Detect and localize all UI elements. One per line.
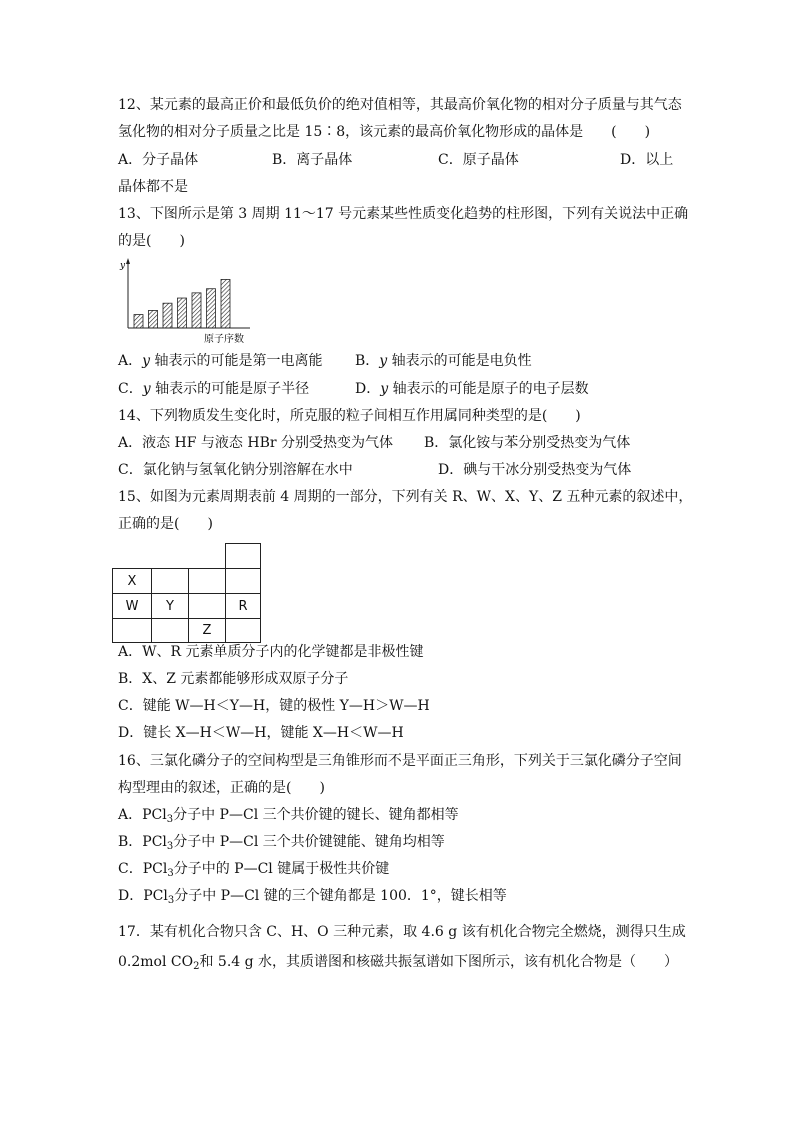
table-cell-empty (151, 568, 189, 594)
chart-y-axis-label: y (120, 261, 126, 271)
chart-bar-15 (192, 293, 201, 328)
chart-bar-12 (149, 310, 158, 328)
table-cell-top-right (225, 543, 261, 569)
chart-bar-16 (207, 289, 216, 328)
q14-option-b: B．氯化铵与苯分别受热变为气体 (424, 435, 631, 451)
q16-option-c: C．PCl$_3$分子中的 P—Cl 键属于极性共价键 (118, 861, 390, 879)
q12-option-a: A．分子晶体 (118, 152, 199, 168)
q13-stem-line1: 13、下图所示是第 3 周期 11～17 号元素某些性质变化趋势的柱形图，下列有关说法中正确 (118, 206, 689, 222)
q13-bar-chart (118, 256, 258, 348)
table-cell-empty (112, 618, 152, 643)
q15-stem-line1: 15、如图为元素周期表前 4 周期的一部分，下列有关 R、W、X、Y、Z 五种元素的叙述中， (118, 489, 693, 505)
q17-stem-line1: 17．某有机化合物只含 C、H、O 三种元素，取 4.6 g 该有机化合物完全燃烧，测得只生成 (118, 924, 686, 940)
table-cell-empty (225, 618, 261, 643)
table-cell-empty (188, 568, 226, 594)
q14-option-a: A．液态 HF 与液态 HBr 分别受热变为气体 (118, 435, 394, 451)
q16-option-a: A．PCl$_3$分子中 P—Cl 三个共价键的键长、键角都相等 (118, 807, 459, 825)
table-cell-empty (225, 568, 261, 594)
q13-option-d: D．y 轴表示的可能是原子的电子层数 (355, 381, 589, 397)
q14-stem: 14、下列物质发生变化时，所克服的粒子间相互作用属同种类型的是( ) (118, 408, 581, 424)
q12-stem-line2: 氢化物的相对分子质量之比是 15∶8，该元素的最高价氧化物形成的晶体是 ( ) (118, 124, 651, 140)
q16-stem-line1: 16、三氯化磷分子的空间构型是三角锥形而不是平面正三角形，下列关于三氯化磷分子空间 (118, 753, 682, 769)
chart-bar-13 (163, 303, 172, 328)
q16-option-d: D．PCl$_3$分子中 P—Cl 键的三个键角都是 100．1°，键长相等 (118, 888, 507, 906)
table-cell-empty (151, 618, 189, 643)
q12-option-d-continued: 晶体都不是 (118, 179, 188, 195)
q17-stem-line2: 0.2mol $CO_2$和 5.4 g 水，其质谱图和核磁共振氢谱如下图所示，该有机化合物是（ ） (118, 954, 679, 972)
q14-option-d: D．碘与干冰分别受热变为气体 (438, 462, 632, 478)
q14-option-c: C．氯化钠与氢氧化钠分别溶解在水中 (118, 462, 353, 478)
table-cell-w: W (112, 593, 152, 619)
q16-stem-line2: 构型理由的叙述，正确的是( ) (118, 780, 325, 796)
chart-bar-14 (178, 298, 187, 328)
q15-option-c: C．键能 W—H＜Y—H，键的极性 Y—H＞W—H (118, 698, 430, 714)
table-cell-x: X (112, 568, 152, 594)
table-cell-empty (188, 593, 226, 619)
q16-option-b: B．PCl$_3$分子中 P—Cl 三个共价键键能、键角均相等 (118, 834, 445, 852)
chart-y-axis-arrow (126, 258, 130, 264)
q15-option-a: A．W、R 元素单质分子内的化学键都是非极性键 (118, 644, 424, 660)
q13-option-a: A．y 轴表示的可能是第一电离能 (118, 353, 323, 369)
q15-stem-line2: 正确的是( ) (118, 516, 213, 532)
periodic-table-fragment (112, 543, 261, 643)
q12-option-d: D．以上 (620, 152, 674, 168)
table-cell-r: R (225, 593, 261, 619)
q15-option-b: B．X、Z 元素都能够形成双原子分子 (118, 671, 349, 687)
chart-bar-11 (134, 315, 143, 328)
q13-option-b: B．y 轴表示的可能是电负性 (355, 353, 532, 369)
chart-bars (134, 279, 230, 328)
q13-stem-line2: 的是( ) (118, 233, 185, 249)
q15-option-d: D．键长 X—H＜W—H，键能 X—H＜W—H (118, 725, 404, 741)
table-cell-z: Z (188, 618, 226, 643)
chart-bar-17 (221, 279, 230, 328)
q12-option-b: B．离子晶体 (272, 152, 353, 168)
q13-option-c: C．y 轴表示的可能是原子半径 (118, 381, 310, 397)
chart-x-axis-label: 原子序数 (204, 334, 244, 345)
table-cell-y: Y (151, 593, 189, 619)
q12-option-c: C．原子晶体 (438, 152, 519, 168)
q12-stem-line1: 12、某元素的最高正价和最低负价的绝对值相等，其最高价氧化物的相对分子质量与其气态 (118, 97, 682, 113)
